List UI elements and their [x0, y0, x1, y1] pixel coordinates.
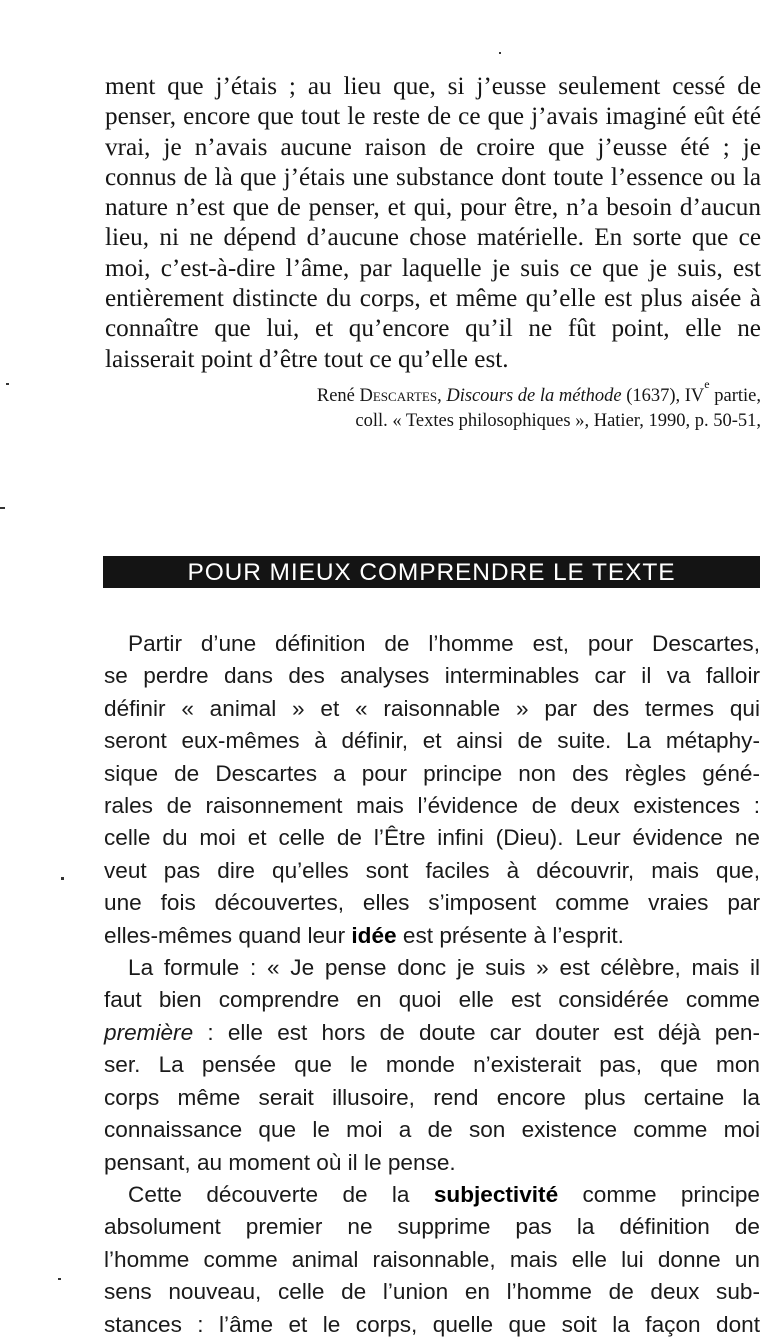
citation-line-1	[316, 376, 761, 409]
commentary-line	[104, 1017, 760, 1049]
commentary-line: absolument premier ne supprime pas la définition de	[104, 1214, 760, 1240]
commentary-line: ser. La pensée que le monde n’existerait pas, que mon	[104, 1052, 760, 1078]
part-superscript: e	[704, 376, 710, 391]
commentary-line: une fois découvertes, elles s’imposent comme vraies par	[104, 890, 760, 916]
commentary-line: connaissance que le moi a de son existence comme moi	[104, 1117, 760, 1143]
commentary-line: veut pas dire qu’elles sont faciles à découvrir, mais que,	[104, 857, 760, 883]
scan-speck	[61, 877, 64, 880]
scan-speck	[6, 383, 9, 385]
commentary-line: seront eux-mêmes à définir, et ainsi de suite. La métaphy-	[104, 728, 760, 754]
author-last-name: Descartes,	[359, 386, 442, 406]
commentary-line: sique de Descartes a pour principe non des règles géné-	[104, 760, 760, 786]
descartes-excerpt: ment que j’étais ; au lieu que, si j’eusse seulement cessé de penser, encore que tout le reste de ce que j’avais imaginé eût été vrai, je n’avais aucune raison de croire que j’eusse été ; je connus de là que j’étais une substance dont toute l’essence ou la nature n’est que de penser, et qui, pour être, n’a besoin d’aucun lieu, ni ne dépend d’aucune chose matérielle. En sorte que ce moi, c’est-à-dire l’âme, par laquelle je suis ce que je suis, est entièrement distincte du corps, et même qu’elle est plus aisée à connaître que lui, et qu’encore qu’il ne fût point, elle ne laisserait point d’être tout ce qu’elle est.	[105, 73, 761, 373]
commentary-line: se perdre dans des analyses interminables car il va falloir	[104, 663, 760, 689]
emphasis-subjectivite: subjectivité	[433, 1181, 559, 1207]
commentary-line	[104, 920, 760, 952]
publication-year: (1637),	[626, 386, 681, 406]
text-segment: : elle est hors de doute car douter est déjà pen-	[207, 1019, 761, 1045]
commentary-line: rales de raisonnement mais l’évidence de deux existences :	[104, 793, 760, 819]
commentary-line: corps même serait illusoire, rend encore plus certaine la	[104, 1084, 760, 1110]
commentary-line: Partir d’une définition de l’homme est, pour Descartes,	[128, 631, 760, 656]
text-segment: Cette découverte de la	[128, 1181, 410, 1207]
scan-speck	[58, 1278, 61, 1280]
citation-line-2: coll. « Textes philosophiques », Hatier, 1990, p. 50-51,	[355, 410, 761, 431]
commentary-line: stances : l’âme et le corps, quelle que soit la façon dont	[104, 1311, 760, 1337]
commentary-line: pensant, au moment où il le pense.	[104, 1149, 456, 1175]
part-number: IV	[684, 386, 705, 406]
commentary-line: l’homme comme animal raisonnable, mais elle lui donne un	[104, 1246, 760, 1272]
commentary-line: définir « animal » et « raisonnable » par des termes qui	[104, 695, 760, 721]
commentary-line: sens nouveau, celle de l’union en l’homme de deux sub-	[104, 1279, 760, 1305]
part-word: partie,	[714, 386, 761, 406]
text-segment: elles-mêmes quand leur	[104, 922, 346, 948]
work-title: Discours de la méthode	[446, 386, 622, 406]
section-title-banner: POUR MIEUX COMPRENDRE LE TEXTE	[103, 556, 760, 588]
source-citation	[316, 376, 761, 433]
commentary-text	[104, 628, 760, 1341]
commentary-line	[104, 1179, 760, 1211]
commentary-line: La formule : « Je pense donc je suis » est célèbre, mais il	[128, 955, 760, 981]
emphasis-idee: idée	[351, 922, 397, 948]
text-segment: est présente à l’esprit.	[402, 922, 624, 948]
scan-speck	[499, 52, 501, 54]
author-first-name: René	[316, 386, 355, 406]
text-segment: comme principe	[582, 1181, 760, 1207]
commentary-line: celle du moi et celle de l’Être infini (Dieu). Leur évidence ne	[104, 825, 760, 851]
emphasis-premiere: première	[104, 1019, 194, 1045]
scan-speck	[0, 507, 5, 509]
commentary-line: faut bien comprendre en quoi elle est considérée comme	[104, 987, 760, 1013]
